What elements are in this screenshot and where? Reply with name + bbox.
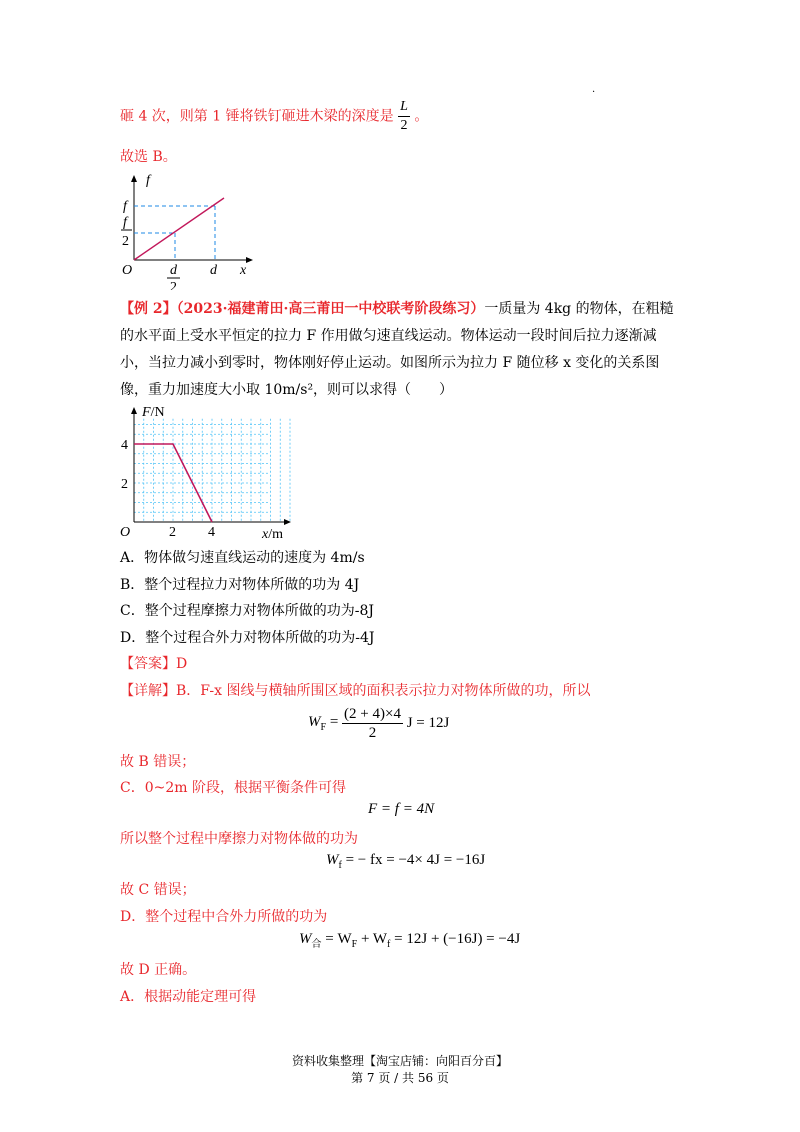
a-lead: A．根据动能定理可得 — [120, 989, 257, 1005]
line-depth-text: 砸 4 次，则第 1 锤将铁钉砸进木梁的深度是 — [120, 108, 394, 125]
line-f-x — [134, 198, 224, 260]
chart-origin-label: O — [120, 525, 131, 540]
option-b: B．整个过程拉力对物体所做的功为 4J — [120, 577, 360, 593]
chart-grid — [134, 419, 290, 522]
detail-lead: 【详解】B．F-x 图线与横轴所围区域的面积表示拉力对物体所做的功，所以 — [120, 683, 591, 699]
chart-y-tick-label: 2 — [121, 477, 128, 492]
equation-work-force: $W_F$ = $\frac{(2 + 4)\times 4}{2}$ J = 12J — [308, 706, 450, 741]
footer-source: 资料收集整理【淘宝店铺：向阳百分百】 — [291, 1054, 508, 1068]
chart-force-displacement — [112, 402, 302, 542]
c-lead: C．0~2m 阶段，根据平衡条件可得 — [120, 780, 346, 796]
y-tick-half-den: 2 — [122, 234, 129, 249]
example-body: 一质量为 4kg 的物体，在粗糙的水平面上受水平恒定的拉力 F 作用做匀速直线运动。物体运动一段时间后拉力逐渐减小，当拉力减小到零时，物体刚好停止运动。如图所示为拉力 F 随位移 x 变化的关系图像，重力加速度大小取 10m/s²，则可以求得（ ） — [120, 301, 674, 398]
chart-y-tick-label: 4 — [121, 438, 128, 453]
c-work: 所以整个过程中摩擦力对物体做的功为 — [120, 831, 358, 847]
c-wrong: 故 C 错误； — [120, 882, 196, 898]
origin-label: O — [122, 263, 133, 278]
option-a: A．物体做匀速直线运动的速度为 4m/s — [120, 550, 365, 566]
y-tick-f: f — [123, 199, 127, 214]
example-source: （2023·福建莆田·高三莆田一中校联考阶段练习） — [176, 301, 485, 317]
answer: 【答案】D — [120, 656, 188, 672]
b-wrong: 故 B 错误； — [120, 754, 196, 770]
x-tick-half-den: 2 — [170, 280, 177, 290]
chart-x-tick-label: 2 — [169, 525, 176, 540]
d-right: 故 D 正确。 — [120, 962, 197, 978]
equation-balance: F = f = 4N — [368, 801, 435, 817]
y-tick-half-num: f — [123, 215, 127, 230]
example-problem — [120, 296, 680, 404]
option-d: D．整个过程合外力对物体所做的功为-4J — [120, 630, 375, 646]
x-axis-label: x — [240, 263, 247, 278]
top-mark: . — [592, 84, 596, 95]
line-depth: 砸 4 次，则第 1 锤将铁钉砸进木梁的深度是 $\frac{L}{2}$ 。 — [120, 99, 429, 133]
x-tick-half-num: d — [170, 263, 177, 278]
footer-page-number: 第 7 页 / 共 56 页 — [351, 1071, 449, 1085]
y-axis-label: f — [146, 173, 150, 188]
x-tick-d: d — [210, 263, 217, 278]
chart-x-tick-label: 4 — [208, 525, 215, 540]
figure-f-x — [112, 170, 262, 290]
chart-ticks — [121, 438, 215, 540]
chart-y-label: F/N — [142, 405, 165, 420]
example-tag: 【例 2】 — [120, 301, 177, 317]
d-lead: D．整个过程中合外力所做的功为 — [120, 909, 328, 925]
chart-x-label: x/m — [262, 527, 283, 542]
fraction-l-over-2: $\frac{L}{2}$ — [400, 99, 408, 133]
equation-work-net: $W_合 = W_F + W_f = 12J + (-16J) = -4J$ — [299, 931, 521, 950]
option-c: C．整个过程摩擦力对物体所做的功为-8J — [120, 603, 374, 619]
equation-work-friction: $W_f$ = − fx = −4× 4J = −16J — [326, 852, 486, 871]
line-choose-b: 故选 B。 — [120, 149, 177, 165]
